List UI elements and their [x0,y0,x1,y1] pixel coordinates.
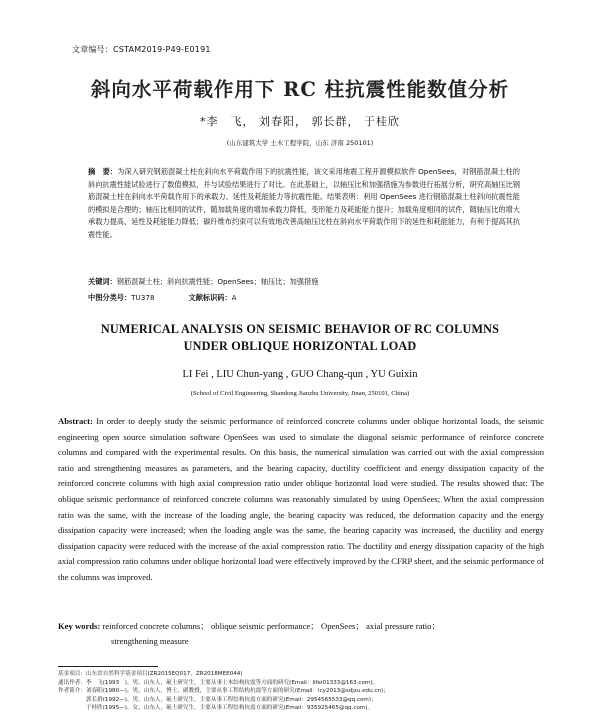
footnotes [58,670,558,713]
classification-line [88,293,237,303]
chinese-abstract-text: 为深入研究钢筋混凝土柱在斜向水平荷载作用下的抗震性能，该文采用地震工程开源模拟软件 OpenSees，对钢筋混凝土柱的斜向抗震性能试验进行了数值模拟，并与试验结果进行了对比。在此基础上，以轴压比和加强措施为参数进行拓展分析，研究高轴压比钢筋混凝土柱在斜向水平荷载作用下的承载力、延性及耗能能力等抗震性能。结果表明：利用 OpenSees 进行钢筋混凝土柱斜向抗震性能的模拟是合理的；轴压比相同的试件，随加载角度的增加承载力降低，变形能力及耗能能力提升；加载角度相同的试件，随轴压比的增大承载力提高，延性及耗能能力降低；碳纤维布约束可以有效地改善高轴压比柱在斜向水平荷载作用下的延性和耗能能力，有利于提高其抗震性能。 [88,167,520,239]
chinese-abstract [88,166,520,242]
footnote-author-bio: 于桂欣(1995—)，女，山东人，硕士研究生，主要从事工程结构抗震方面的研究(Email：935925465@qq.com)。 [58,705,374,712]
english-keywords-line1: reinforced concrete columns； oblique seismic performance； OpenSees； axial pressure ratio； [102,621,441,631]
english-affiliation: (School of Civil Engineering, Shandong Jianzhu University, Jinan, 250101, China) [190,390,410,397]
english-title [0,321,600,355]
english-keywords-line2: strengthening measure [111,636,189,646]
english-abstract-label: Abstract: [58,416,93,426]
footnote-author-bio: 郭长群(1992—)，男，山东人，硕士研究生，主要从事工程结构抗震方面的研究(Email：2954565533@qq.com)； [58,696,377,703]
english-authors: LI Fei , LIU Chun-yang , GUO Chang-qun , YU Guixin [182,369,418,380]
english-abstract [58,414,544,586]
class-number-label: 中图分类号： [88,293,132,302]
chinese-keywords-text: 钢筋混凝土柱；斜向抗震性能；OpenSees；轴压比；加强措施 [116,277,319,286]
chinese-keywords-label: 关键词： [88,277,117,286]
chinese-title: 斜向水平荷载作用下 RC 柱抗震性能数值分析 [90,78,510,101]
chinese-abstract-label: 摘 要： [88,167,118,176]
article-number: 文章编号：CSTAM2019-P49-E0191 [72,45,211,54]
footnote-rule [58,666,158,667]
english-title-line1: NUMERICAL ANALYSIS ON SEISMIC BEHAVIOR OF RC COLUMNS [100,322,500,336]
doc-code-value: A [231,293,237,302]
footnote-corresponding: 通讯作者：李 飞(1993 )，男，山东人，硕士研究生，主要从事土木结构抗震等方面的研究(Email：lifei01333@163.com)。 [58,679,379,686]
doc-code-label: 文献标识码： [188,293,232,302]
footnote-funding: 基金项目：山东省自然科学基金项目(ZR2015EQ017，ZR2018MEE044) [58,671,243,677]
english-keywords-label: Key words: [58,621,101,631]
english-abstract-text: In order to deeply study the seismic performance of reinforced concrete columns under oblique horizontal loads, the seismic engineering open source simulation software OpenSees was used to simulate the diagonal seismic performance of reinforce concrete columns and compared with the experimental results. On this basis, the numerical simulation was carried out with the axial compression ratio and strengthening measures as parameters, and the bearing capacity, ductility coefficient and energy dissipation capacity of the reinforced concrete columns with high axial compression ratio under oblique horizontal load were studied. The results showed that: The oblique seismic performance of reinforced concrete columns was reasonably simulated by using OpenSees; When the axial compression ratio was the same, with the increase of the loading angle, the bearing capacity was reduced, the deformation capacity and the energy dissipation capacity were increased; when the loading angle was the same, the bearing capacity was increased, the ductility and energy dissipation capacity were reduced with the increase of the axial compression ratio. The ductility and energy dissipation capacity of the high axial compression ratio columns under oblique horizontal load were effectively improved by the CFRP sheet, and the seismic performance of the columns was improved. [58,416,544,582]
chinese-keywords [88,277,520,287]
english-title-line2: UNDER OBLIQUE HORIZONTAL LOAD [183,339,417,353]
chinese-authors: *李 飞， 刘春阳， 郭长群， 于桂欣 [200,115,400,128]
chinese-affiliation: (山东建筑大学 土木工程学院，山东 济南 250101) [226,139,374,147]
class-number-value: TU378 [131,293,155,302]
english-keywords [58,619,544,649]
footnote-author-bio: 作者简介：刘春阳(1980—)，男，山东人，博士，副教授，主要从事工程结构抗震等方面的研究(Email：lcy2013@sdjzu.edu.cn)； [58,688,389,695]
